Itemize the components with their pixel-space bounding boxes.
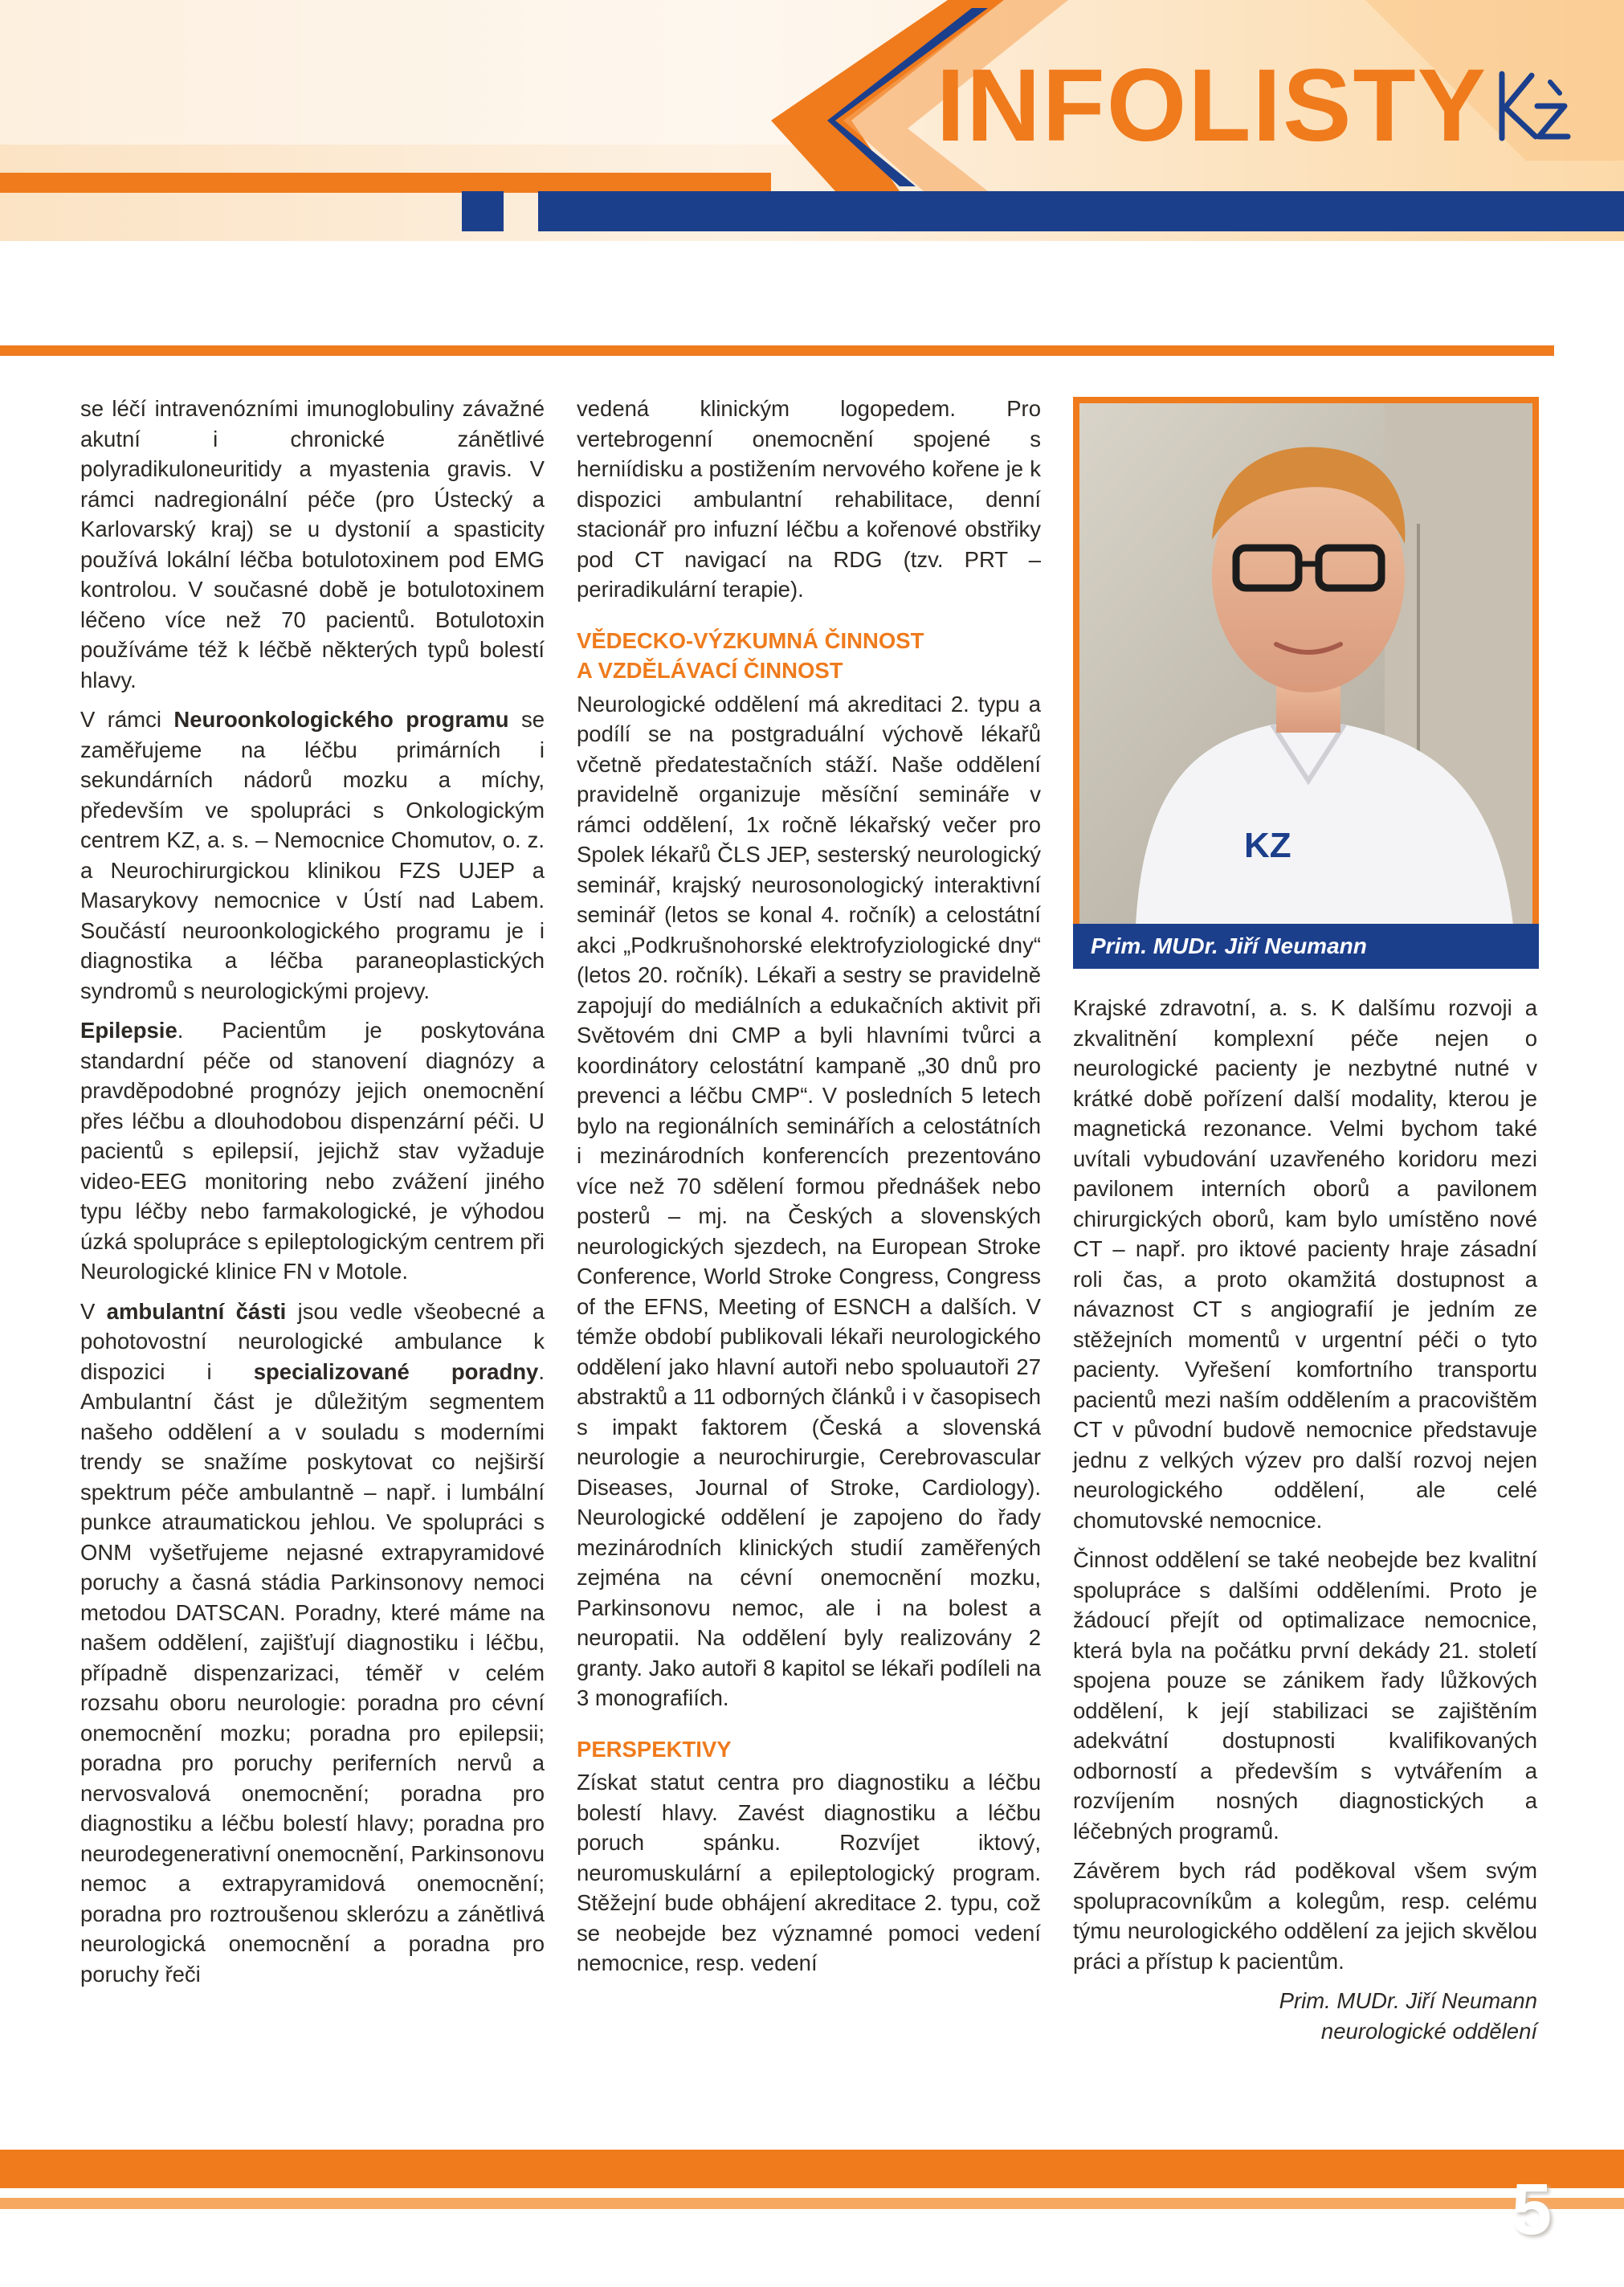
paragraph: V ambulantní části jsou vedle všeobecné a pohotovostní neurologické ambulance k dispozici i specializované poradny. Ambulantní část je důležitým segmentem našeho oddělení a v souladu s moderními trendy se snažíme poskytovat co nejširší spektrum péče ambulantně – např. i lumbální punkce atraumatickou jehlou. Ve spolupráci s ONM vyšetřujeme nejasné extrapyramidové poruchy a časná stádia Parkinsonovy nemoci metodou DATSCAN. Poradny, které máme na našem oddělení, zajišťují diagnostiku i léčbu, případně dispenzarizaci, téměř v celém rozsahu oboru neurologie: poradna pro cévní onemocnění mozku; poradna pro epilepsii; poradna pro poruchy periferních nervů a nervosvalová onemocnění; poradna pro diagnostiku a léčbu bolestí hlavy; poradna pro neurodegenerativní onemocnění, Parkinsonovu nemoc a extrapyramidová onemocnění; poradna pro roztroušenou sklerózu a zánětlivá neurologická onemocnění a poradna pro poruchy řeči [80, 1298, 545, 1987]
author-name: Prim. MUDr. Jiří Neumann [1279, 1988, 1537, 2013]
paragraph: V rámci Neuroonkologického programu se zaměřujeme na léčbu primárních i sekundárních nádorů mozku a míchy, především ve spolupráci s Onkologickým centrem KZ, a. s. – Nemocnice Chomutov, o. z. a Neurochirurgickou klinikou FZS UJEP a Masarykovy nemocnice v Ústí nad Labem. Součástí neuroonkologického programu je i diagnostika a léčba paraneoplastických syndromů s neurologickými projevy. [80, 707, 545, 1003]
emphasis: Epilepsie [80, 1018, 177, 1043]
page-number: 5 [1511, 2170, 1552, 2250]
author-department: neurologické oddělení [1320, 2018, 1537, 2044]
paragraph: Neurologické oddělení má akreditaci 2. typu a podílí se na postgraduální výchově lékařů včetně předatestačních stáží. Naše oddělení pravidelně organizuje měsíční semináře v rámci oddělení, 1x ročně lékařský večer pro Spolek lékařů ČLS JEP, sesterský neurologický seminář, krajský neurosonologický interaktivní seminář (letos se konal 4. ročník) a celostátní akci „Podkrušnohorské elektrofyziologické dny“ (letos 20. ročník). Lékaři a sestry se pravidelně zapojují do mediálních a edukačních aktivit při Světovém dni CMP a byli hlavními tvůrci a koordinátory celostátní kampaně „30 dnů pro prevenci a léčbu CMP“. V posledních 5 letech bylo na regionálních seminářích a celostátních i mezinárodních konferencích prezentováno více než 70 sdělení formou přednášek nebo posterů – mj. na Českých a slovenských neurologických sjezdech, na European Stroke Conference, World Stroke Congress, Congress of the EFNS, Meeting of ESNCH a dalších. V témže období publikovali lékaři neurologického oddělení jako hlavní autoři nebo spoluautoři 27 abstraktů a 11 odborných článků i v časopisech s impakt faktorem (Česká a slovenská neurologie a neurochirurgie, Cerebrovascular Diseases, Journal of Stroke, Cardiology). Neurologické oddělení je zapojeno do řady mezinárodních klinických studií zaměřených zejména na cévní onemocnění mozku, Parkinsonovu nemoc, ale i na bolest a neuropatii. Na oddělení byly realizovány 2 granty. Jako autoři 8 kapitol se lékaři podíleli na 3 monografiích. [577, 691, 1041, 1710]
paragraph: Krajské zdravotní, a. s. K dalšímu rozvoji a zkvalitnění komplexní péče nejen o neurologické pacienty je nezbytné nutné v krátké době pořízení další modality, kterou je magnetická rezonance. Velmi bychom také uvítali vybudování uzavřeného koridoru mezi pavilonem interních oborů a pavilonem chirurgických oborů, kam bylo umístěno nové CT – např. pro iktové pacienty hraje zásadní roli čas, a proto okamžitá dostupnost a návaznost CT s angiografií je jedním ze stěžejních momentů v urgentní péči o tyto pacienty. Vyřešení komfortního transportu pacientů mezi naším oddělením a pracovištěm CT v původní budově nemocnice představuje jednu z velkých výzev pro další rozvoj nejen neurologického oddělení, ale celé chomutovské nemocnice. [1073, 995, 1537, 1533]
article-column-3 [1073, 993, 1537, 2046]
paragraph: vedená klinickým logopedem. Pro vertebrogenní onemocnění spojené s herniídisku a postižením nervového kořene je k dispozici ambulantní rehabilitace, denní stacionář pro infuzní léčbu a kořenové obstřiky pod CT navigací na RDG (tzv. PRT – periradikulární terapie). [577, 396, 1041, 602]
photo-frame [1073, 397, 1539, 925]
section-heading: VĚDECKO-VÝZKUMNÁ ČINNOST A VZDĚLÁVACÍ ČINNOST [577, 627, 924, 683]
paragraph: se léčí intravenózními imunoglobuliny závažné akutní i chronické zánětlivé polyradikuloneuritidy a myastenia gravis. V rámci nadregionální péče (pro Ústecký a Karlovarský kraj) se u dystonií a spasticity používá lokální léčba botulotoxinem pod EMG kontrolou. V současné době je botulotoxinem léčeno více než 70 pacientů. Botulotoxin používáme též k léčbě některých typů bolestí hlavy. [80, 396, 545, 692]
paragraph: Činnost oddělení se také neobejde bez kvalitní spolupráce s dalšími odděleními. Proto je žádoucí přejít od optimalizace nemocnice, která byla na počátku první dekády 21. století spojena pouze se zánikem řady lůžkových oddělení, k její stabilizaci se zajištěním adekvátní dostupnosti kvalifikovaných odborností a především s vytvářením a rozvíjením nosných diagnostických a léčebných programů. [1073, 1547, 1537, 1844]
emphasis: ambulantní části [106, 1298, 287, 1324]
emphasis: Neuroonkologického programu [173, 707, 509, 732]
emphasis: specializované poradny [253, 1358, 539, 1384]
article-column-2 [577, 394, 1041, 1988]
top-divider [0, 345, 1554, 356]
svg-text:KZ: KZ [1244, 826, 1291, 865]
author-signature [1073, 1986, 1537, 2046]
paragraph: Získat statut centra pro diagnostiku a léčbu bolestí hlavy. Zavést diagnostiku a léčbu poruch spánku. Rozvíjet iktový, neuromuskulární a epileptologický program. Stěžejní bude obhájení akreditace 2. typu, což se neobejde bez významné pomoci vedení nemocnice, resp. vedení [577, 1770, 1041, 1975]
footer-bar [0, 2150, 1624, 2188]
footer-bar-light [0, 2198, 1624, 2209]
kz-logo-icon [1487, 58, 1576, 154]
paragraph: Závěrem bych rád poděkoval všem svým spolupracovníkům a kolegům, resp. celému týmu neurologického oddělení za jejich skvělou práci a přístup k pacientům. [1073, 1858, 1537, 1974]
section-heading: PERSPEKTIVY [577, 1736, 732, 1762]
brand-title: INFOLISTY [936, 48, 1487, 163]
doctor-portrait [1079, 403, 1532, 925]
paragraph: Epilepsie. Pacientům je poskytována standardní péče od stanovení diagnózy a pravděpodobné prognózy jejich onemocnění přes léčbu a dlouhodobou dispenzární péči. U pacientů s epilepsií, jejichž stav vyžaduje video-EEG monitoring nebo zvážení jiného typu léčby nebo farmakologické, je výhodou úzká spolupráce s epileptologickým centrem při Neurologické klinice FN v Motole. [80, 1018, 545, 1284]
photo-caption: Prim. MUDr. Jiří Neumann [1073, 924, 1539, 969]
article-column-1 [80, 394, 545, 1999]
